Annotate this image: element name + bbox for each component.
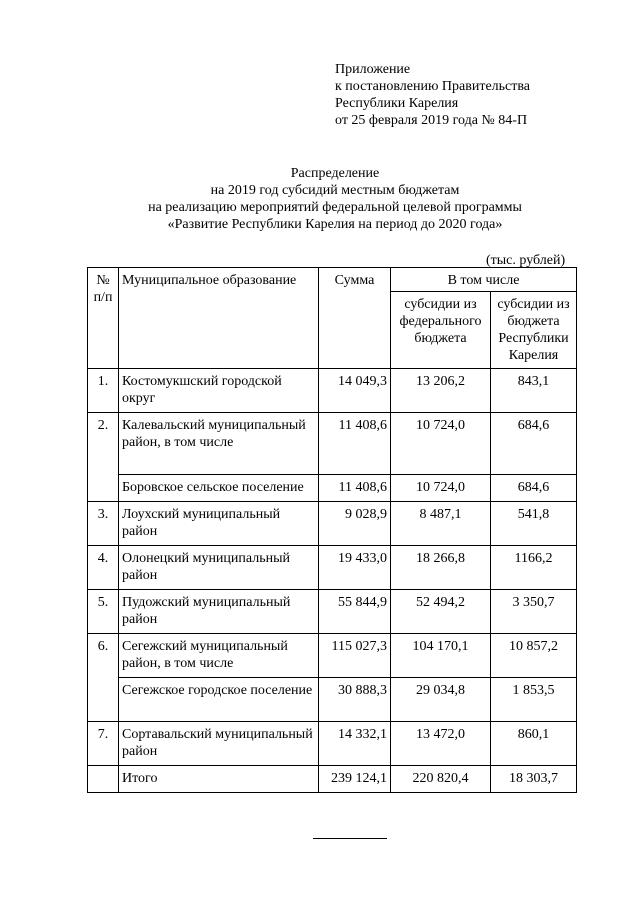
row-republic: 541,8 (491, 502, 577, 546)
appendix-line: к постановлению Правительства (335, 79, 531, 94)
row-name: Сегежское городское поселение (119, 678, 319, 722)
total-row (88, 766, 577, 793)
row-sum: 11 408,6 (319, 413, 391, 475)
table-row (88, 369, 577, 413)
total-federal: 220 820,4 (391, 766, 491, 793)
row-republic: 1 853,5 (491, 678, 577, 722)
row-num: 1. (88, 369, 119, 413)
row-name: Пудожский муниципальный район (119, 590, 319, 634)
total-label: Итого (119, 766, 319, 793)
row-federal: 52 494,2 (391, 590, 491, 634)
row-federal: 8 487,1 (391, 502, 491, 546)
header-num: № п/п (88, 268, 119, 369)
row-name: Сегежский муниципальный район, в том числе (119, 634, 319, 678)
row-name: Олонецкий муниципальный район (119, 546, 319, 590)
row-federal: 104 170,1 (391, 634, 491, 678)
row-republic: 684,6 (491, 475, 577, 502)
appendix-block (335, 61, 530, 129)
row-republic: 10 857,2 (491, 634, 577, 678)
header-sum: Сумма (319, 268, 391, 369)
row-num: 4. (88, 546, 119, 590)
row-federal: 13 472,0 (391, 722, 491, 766)
row-num: 7. (88, 722, 119, 766)
heading-line: Распределение (290, 166, 380, 181)
row-name: Костомукшский городской округ (119, 369, 319, 413)
row-num: 6. (88, 634, 119, 722)
row-republic: 684,6 (491, 413, 577, 475)
heading-line: на 2019 год субсидий местным бюджетам (210, 183, 460, 198)
total-num (88, 766, 119, 793)
row-federal: 13 206,2 (391, 369, 491, 413)
heading-line: «Развитие Республики Карелия на период до 2020 года» (167, 217, 503, 232)
table-row (88, 722, 577, 766)
row-sum: 11 408,6 (319, 475, 391, 502)
table-row (88, 634, 577, 678)
distribution-table (87, 267, 577, 793)
row-sum: 19 433,0 (319, 546, 391, 590)
header-republic: субсидии из бюджета Республики Карелия (491, 292, 577, 369)
table-row (88, 546, 577, 590)
row-sum: 30 888,3 (319, 678, 391, 722)
row-republic: 3 350,7 (491, 590, 577, 634)
appendix-line: от 25 февраля 2019 года № 84-П (335, 113, 528, 128)
row-num: 3. (88, 502, 119, 546)
appendix-line: Республики Карелия (335, 96, 459, 111)
table-row (88, 590, 577, 634)
row-federal: 29 034,8 (391, 678, 491, 722)
row-republic: 1166,2 (491, 546, 577, 590)
row-name: Калевальский муниципальный район, в том числе (119, 413, 319, 475)
row-name: Сортавальский муниципальный район (119, 722, 319, 766)
header-municipality: Муниципальное образование (119, 268, 319, 369)
total-republic: 18 303,7 (491, 766, 577, 793)
heading-line: на реализацию мероприятий федеральной целевой программы (148, 200, 522, 215)
row-num: 2. (88, 413, 119, 502)
table-row (88, 475, 577, 502)
row-federal: 10 724,0 (391, 475, 491, 502)
row-sum: 115 027,3 (319, 634, 391, 678)
header-row (88, 268, 577, 292)
table-row (88, 502, 577, 546)
row-sum: 9 028,9 (319, 502, 391, 546)
table-row (88, 678, 577, 722)
row-republic: 860,1 (491, 722, 577, 766)
header-including: В том числе (391, 268, 577, 292)
total-sum: 239 124,1 (319, 766, 391, 793)
closing-rule (313, 838, 387, 839)
row-sum: 55 844,9 (319, 590, 391, 634)
unit-label: (тыс. рублей) (486, 253, 566, 268)
row-name: Боровское сельское поселение (119, 475, 319, 502)
row-federal: 18 266,8 (391, 546, 491, 590)
row-sum: 14 332,1 (319, 722, 391, 766)
row-num: 5. (88, 590, 119, 634)
document-heading (0, 165, 640, 233)
row-sum: 14 049,3 (319, 369, 391, 413)
table-row (88, 413, 577, 475)
header-federal: субсидии из федерального бюджета (391, 292, 491, 369)
row-name: Лоухский муниципальный район (119, 502, 319, 546)
appendix-line: Приложение (335, 62, 411, 77)
row-federal: 10 724,0 (391, 413, 491, 475)
row-republic: 843,1 (491, 369, 577, 413)
